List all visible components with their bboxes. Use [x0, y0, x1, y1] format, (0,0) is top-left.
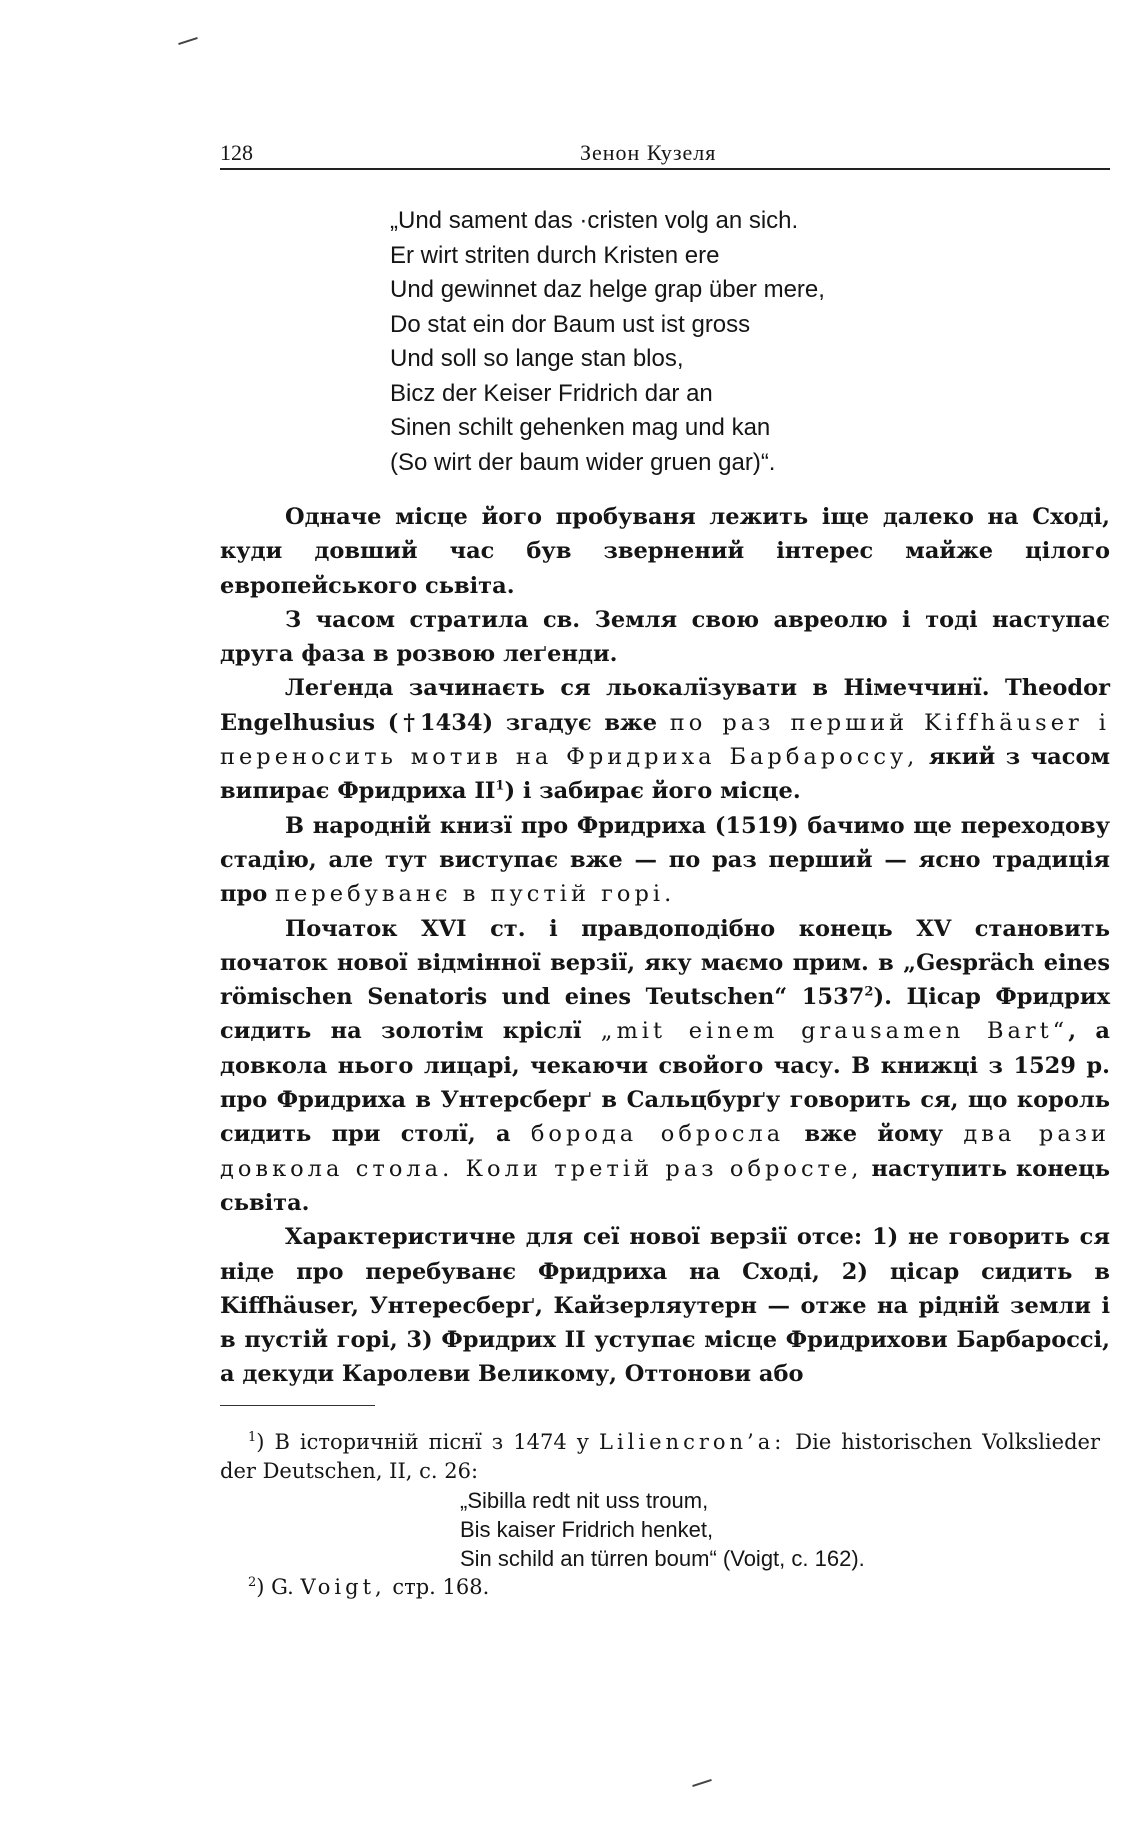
body-text: [220, 500, 1110, 1392]
poem-line: Und soll so lange stan blos,: [390, 345, 684, 372]
footnote-ref: 1: [495, 778, 505, 794]
paragraph: Характеристичне для сеї нової верзії отсе: 1) не говорить ся ніде про перебуванє Фридриха на Сході, 2) цісар сидить в Kiffhäuser, Унтересберґ, Кайзерляутерн — отже на рідній земли і в пустій горі, 3) Фридрих II уступає місце Фридрихови Барбароссі, а декуди Каролеви Великому, Оттонови або: [220, 1224, 1110, 1388]
poem-line: Er wirt striten durch Kristen ere: [390, 241, 720, 269]
paragraph: В народній книзї про Фридриха (1519) бачимо ще переходову стадію, але тут виступає вже — по раз перший — ясно традиція про перебуванє в пустій горі.: [220, 812, 1110, 908]
spaced-text: борода обросла: [530, 1121, 785, 1148]
spaced-text: „mit einem grausamen Bart“: [600, 1018, 1069, 1045]
poem-line: (So wirt der baum wider gruen gar)“.: [390, 448, 776, 476]
page-number: 128: [220, 140, 253, 165]
footnote-rule: [220, 1405, 375, 1406]
scan-mark: [692, 1779, 712, 1787]
poem-line: „Sibilla redt nit uss troum,: [460, 1488, 709, 1513]
poem-line: Sin schild an türren boum“ (Voigt, с. 162).: [460, 1546, 865, 1571]
poem-line: Sinen schilt gehenken mag und kan: [390, 414, 771, 441]
poem-line: Bicz der Keiser Fridrich dar an: [390, 379, 713, 407]
poem-quote: [390, 204, 825, 480]
footnote-ref: 2: [864, 984, 874, 1000]
paragraph: Леґенда зачинаєть ся льокалїзувати в Німеччинї. Theodor Engelhusius (†1434) згадує вже по раз перший Kiffhäuser і переносить мотив на Фридриха Барбароссу, який з часом випирає Фридриха $II^1$) і забирає його місце.: [220, 675, 1110, 805]
poem-line: Und gewinnet daz helge grap über mere,: [390, 276, 825, 303]
footnotes: [220, 1428, 1100, 1602]
spaced-text: два рази довкола стола. Коли третій раз обросте,: [220, 1121, 1110, 1182]
poem-line: Bis kaiser Fridrich henket,: [460, 1517, 714, 1542]
spaced-text: перебуванє в пустій горі.: [275, 881, 676, 908]
header-rule: [220, 168, 1110, 170]
paragraph: Одначе місце його пробуваня лежить іще далеко на Сході, куди довший час був звернений інтерес майже цілого европейського сьвіта.: [220, 504, 1110, 599]
scan-mark: [178, 37, 198, 45]
footnote-2: $^2$) G. Voigt, стр. 168.: [248, 1575, 490, 1599]
poem-line: „Und sament das ·cristen volg an sich.: [390, 207, 799, 234]
footnote-poem: [220, 1486, 1100, 1573]
running-header: [220, 136, 1110, 170]
footnote-1: $^1$) В історичній піснї з 1474 у Liliencron’a: Die historischen Volkslieder der Deutschen, II, с. 26:: [220, 1430, 1100, 1483]
spaced-text: по раз перший Kiffhäuser і переносить мотив на Фридриха Барбароссу,: [220, 709, 1110, 771]
paragraph: Початок XVI ст. і правдоподібно конець XV становить початок нової відмінної верзії, яку маємо прим. в „Gespräch eines römischen Senatoris und eines Teutschen“ 1537$^2$). Цісар Фридрих сидить на золотім кріслї „mit einem grausamen Bart“, а довкола нього лицарі, чекаючи свойого часу. В книжці з 1529 р. про Фридриха в Унтерсберґ в Сальцбурґу говорить ся, що король сидить при столї, а борода обросла вже йому два рази довкола стола. Коли третій раз обросте, наступить конець сьвіта.: [220, 915, 1110, 1216]
poem-line: Do stat ein dor Baum ust ist gross: [390, 310, 751, 338]
paragraph: З часом стратила св. Земля свою авреолю і тоді наступає друга фаза в розвою леґенди.: [220, 606, 1110, 668]
running-title: Зенон Кузеля: [580, 140, 717, 165]
